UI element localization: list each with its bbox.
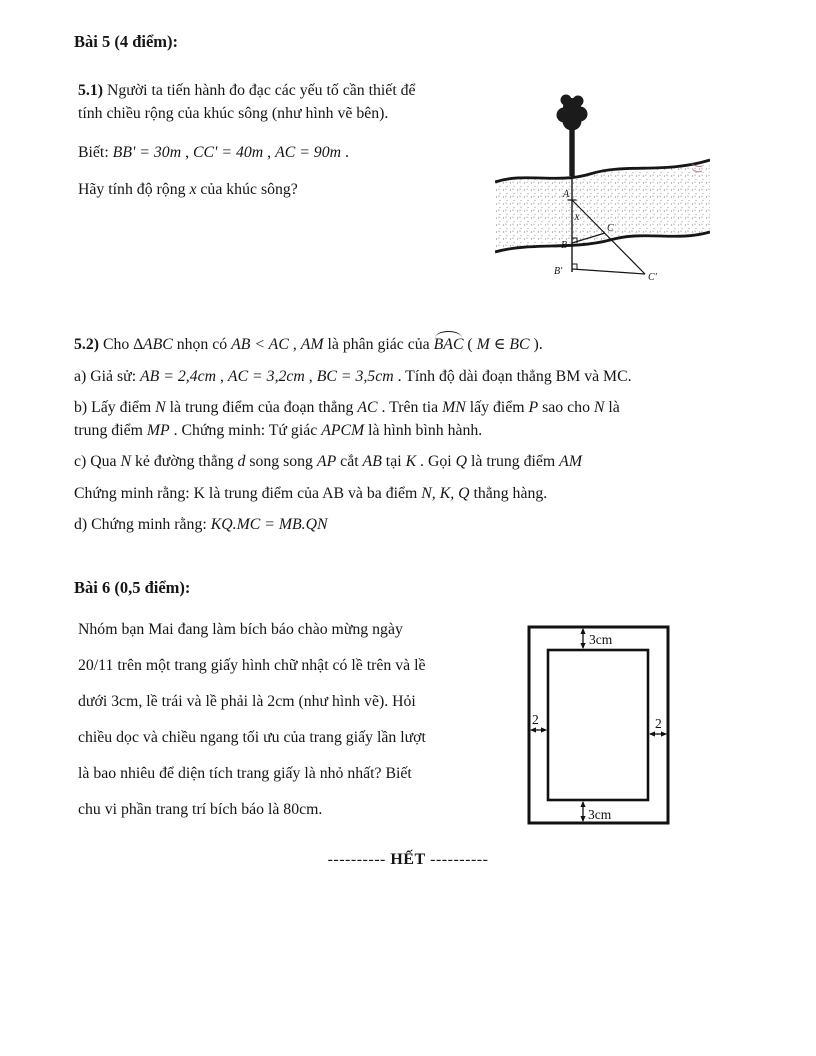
label-C: C xyxy=(607,223,614,234)
problem5-part2-item-c: c) Qua N kẻ đường thẳng d song song AP cắt AB tại K . Gọi Q là trung điểm AM xyxy=(74,453,582,470)
label-B-prime: B' xyxy=(554,266,563,277)
problem5-part1-question: Hãy tính độ rộng x của khúc sông? xyxy=(78,181,298,198)
problem5-part2-item-c2: Chứng minh rằng: K là trung điểm của AB và ba điểm N, K, Q thẳng hàng. xyxy=(74,484,548,502)
problem6-title xyxy=(74,578,190,598)
line-Bprime-Cprime xyxy=(572,269,645,274)
margin-arrows xyxy=(530,628,667,822)
river-figure xyxy=(495,90,710,295)
label-bottom-margin: 3cm xyxy=(588,807,612,822)
problem5-title xyxy=(74,32,178,52)
label-B: B xyxy=(561,240,568,251)
label-A: A xyxy=(563,189,570,200)
label-x: x xyxy=(574,211,580,223)
problem5-part2-item-a: a) Giả sử: AB = 2,4cm , AC = 3,2cm , BC = 3,5cm . Tính độ dài đoạn thẳng BM và MC. xyxy=(74,367,632,385)
problem5-part2-intro: 5.2) Cho ∆ABC nhọn có AB < AC , AM là phân giác của BAC ( M ∈ BC ). xyxy=(74,334,758,357)
label-C-prime: C' xyxy=(648,272,657,283)
problem5-part1-given: Biết: BB' = 30m , CC' = 40m , AC = 90m . xyxy=(78,144,349,161)
end-marker: ---------- HẾT ---------- xyxy=(327,851,489,868)
problem5-part2-item-b: b) Lấy điểm N là trung điểm của đoạn thẳng AC . Trên tia MN lấy điểm P sao cho N là trung điểm MP . Chứng minh: Tứ giác APCM là hình bình hành. xyxy=(74,399,620,439)
problem5-title-text: Bài 5 (4 điểm): xyxy=(74,32,179,51)
problem5-part2 xyxy=(74,334,758,546)
tree-icon xyxy=(557,95,588,177)
inner-rect xyxy=(548,650,648,800)
problem6-title-text: Bài 6 (0,5 điểm): xyxy=(74,578,191,597)
label-right-margin: 2 xyxy=(655,716,662,731)
problem6-statement: Nhóm bạn Mai đang làm bích báo chào mừng ngày 20/11 trên một trang giấy hình chữ nhật có lề trên và lề dưới 3cm, lề trái và lề phải là 2cm (như hình vẽ). Hỏi chiều dọc và chiều ngang tối ưu của trang giấy lần lượt là bao nhiêu để diện tích trang giấy là nhỏ nhất? Biết chu vi phần trang trí bích báo là 80cm. xyxy=(78,621,426,818)
label-left-margin: 2 xyxy=(532,712,539,727)
problem5-part1-statement: 5.1) Người ta tiến hành đo đạc các yếu tố cần thiết để tính chiều rộng của khúc sông (như hình vẽ bên). xyxy=(78,82,416,122)
river-band xyxy=(495,160,710,252)
label-top-margin: 3cm xyxy=(589,632,613,647)
problem5-part2-item-d: d) Chứng minh rằng: KQ.MC = MB.QN xyxy=(74,516,328,533)
right-angle-Bprime xyxy=(572,264,577,269)
margin-figure xyxy=(525,620,675,828)
